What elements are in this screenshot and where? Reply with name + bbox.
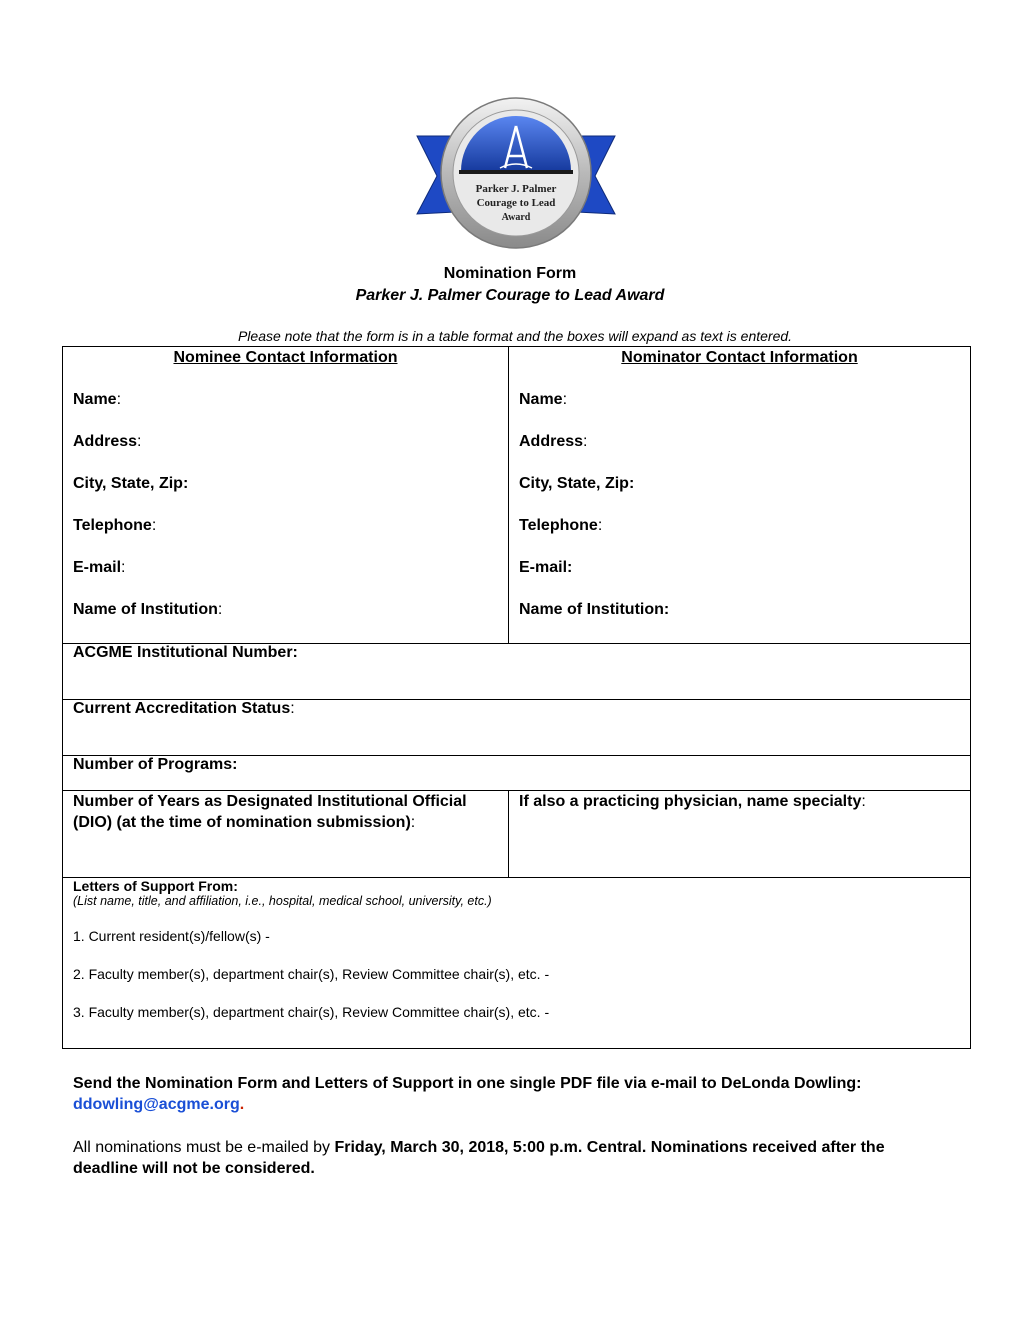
letters-item-3[interactable]: 3. Faculty member(s), department chair(s), Review Committee chair(s), etc. - [73, 1004, 550, 1020]
accreditation-status-cell[interactable] [63, 700, 971, 756]
email-link[interactable]: ddowling@acgme.org [73, 1096, 240, 1113]
specialty-colon: : [861, 793, 866, 810]
deadline-date: Friday, March 30, 2018, 5:00 p.m. Central. Nominations received after the deadline will not be considered. [73, 1139, 885, 1177]
letters-title: Letters of Support From: [73, 878, 238, 894]
letters-subtitle: (List name, title, and affiliation, i.e., hospital, medical school, university, etc.) [73, 894, 492, 908]
nomination-table [62, 346, 971, 1049]
nominator-address-field[interactable]: Address: [519, 433, 588, 450]
deadline-notice [73, 1137, 953, 1179]
page-title: Nomination Form [443, 265, 577, 282]
nominator-city-field[interactable]: City, State, Zip: [519, 475, 635, 492]
nominee-institution-field[interactable]: Name of Institution: [73, 601, 223, 618]
specialty-label: If also a practicing physician, name specialty [519, 793, 862, 810]
letters-item-2[interactable]: 2. Faculty member(s), department chair(s), Review Committee chair(s), etc. - [73, 966, 550, 982]
accreditation-colon: : [290, 700, 295, 717]
acgme-number-label: ACGME Institutional Number: [73, 644, 298, 661]
nominator-heading: Nominator Contact Information [621, 349, 858, 366]
dio-years-label: Number of Years as Designated Institutional Official (DIO) (at the time of nomination submission) [73, 793, 467, 831]
dio-years-colon: : [410, 814, 416, 831]
number-of-programs-cell[interactable] [63, 756, 971, 791]
letters-item-1[interactable]: 1. Current resident(s)/fellow(s) - [73, 928, 270, 944]
acgme-number-cell[interactable] [63, 644, 971, 700]
submission-instructions [73, 1073, 953, 1115]
number-of-programs-label: Number of Programs: [73, 756, 238, 773]
nominator-telephone-field[interactable]: Telephone: [519, 517, 603, 534]
deadline-prefix: All nominations must be e-mailed by [73, 1139, 331, 1156]
dio-years-cell[interactable] [63, 791, 509, 878]
logo-line3: Award [501, 212, 531, 223]
award-subtitle: Parker J. Palmer Courage to Lead Award [355, 287, 665, 304]
nominee-name-field[interactable]: Name: [73, 391, 122, 408]
logo-line1: Parker J. Palmer [475, 183, 557, 195]
nominee-cell[interactable] [63, 347, 509, 644]
send-text: Send the Nomination Form and Letters of Support in one single PDF file via e-mail to DeLonda Dowling: [73, 1075, 862, 1092]
nominee-city-field[interactable]: City, State, Zip: [73, 475, 189, 492]
accreditation-status-label: Current Accreditation Status [73, 700, 291, 717]
email-period: . [239, 1096, 245, 1113]
nominee-address-field[interactable]: Address: [73, 433, 142, 450]
nominator-institution-field[interactable]: Name of Institution: [519, 601, 670, 618]
nominee-email-field[interactable]: E-mail: [73, 559, 126, 576]
logo-line2: Courage to Lead [476, 197, 556, 209]
form-note: Please note that the form is in a table format and the boxes will expand as text is entered. [237, 328, 793, 344]
nominator-name-field[interactable]: Name: [519, 391, 568, 408]
nominee-telephone-field[interactable]: Telephone: [73, 517, 157, 534]
nominee-heading: Nominee Contact Information [173, 349, 398, 366]
nominator-cell[interactable] [509, 347, 971, 644]
nominator-email-field[interactable]: E-mail: [519, 559, 573, 576]
specialty-cell[interactable] [509, 791, 971, 878]
letters-of-support-cell[interactable] [63, 878, 971, 1049]
award-logo [415, 96, 617, 250]
